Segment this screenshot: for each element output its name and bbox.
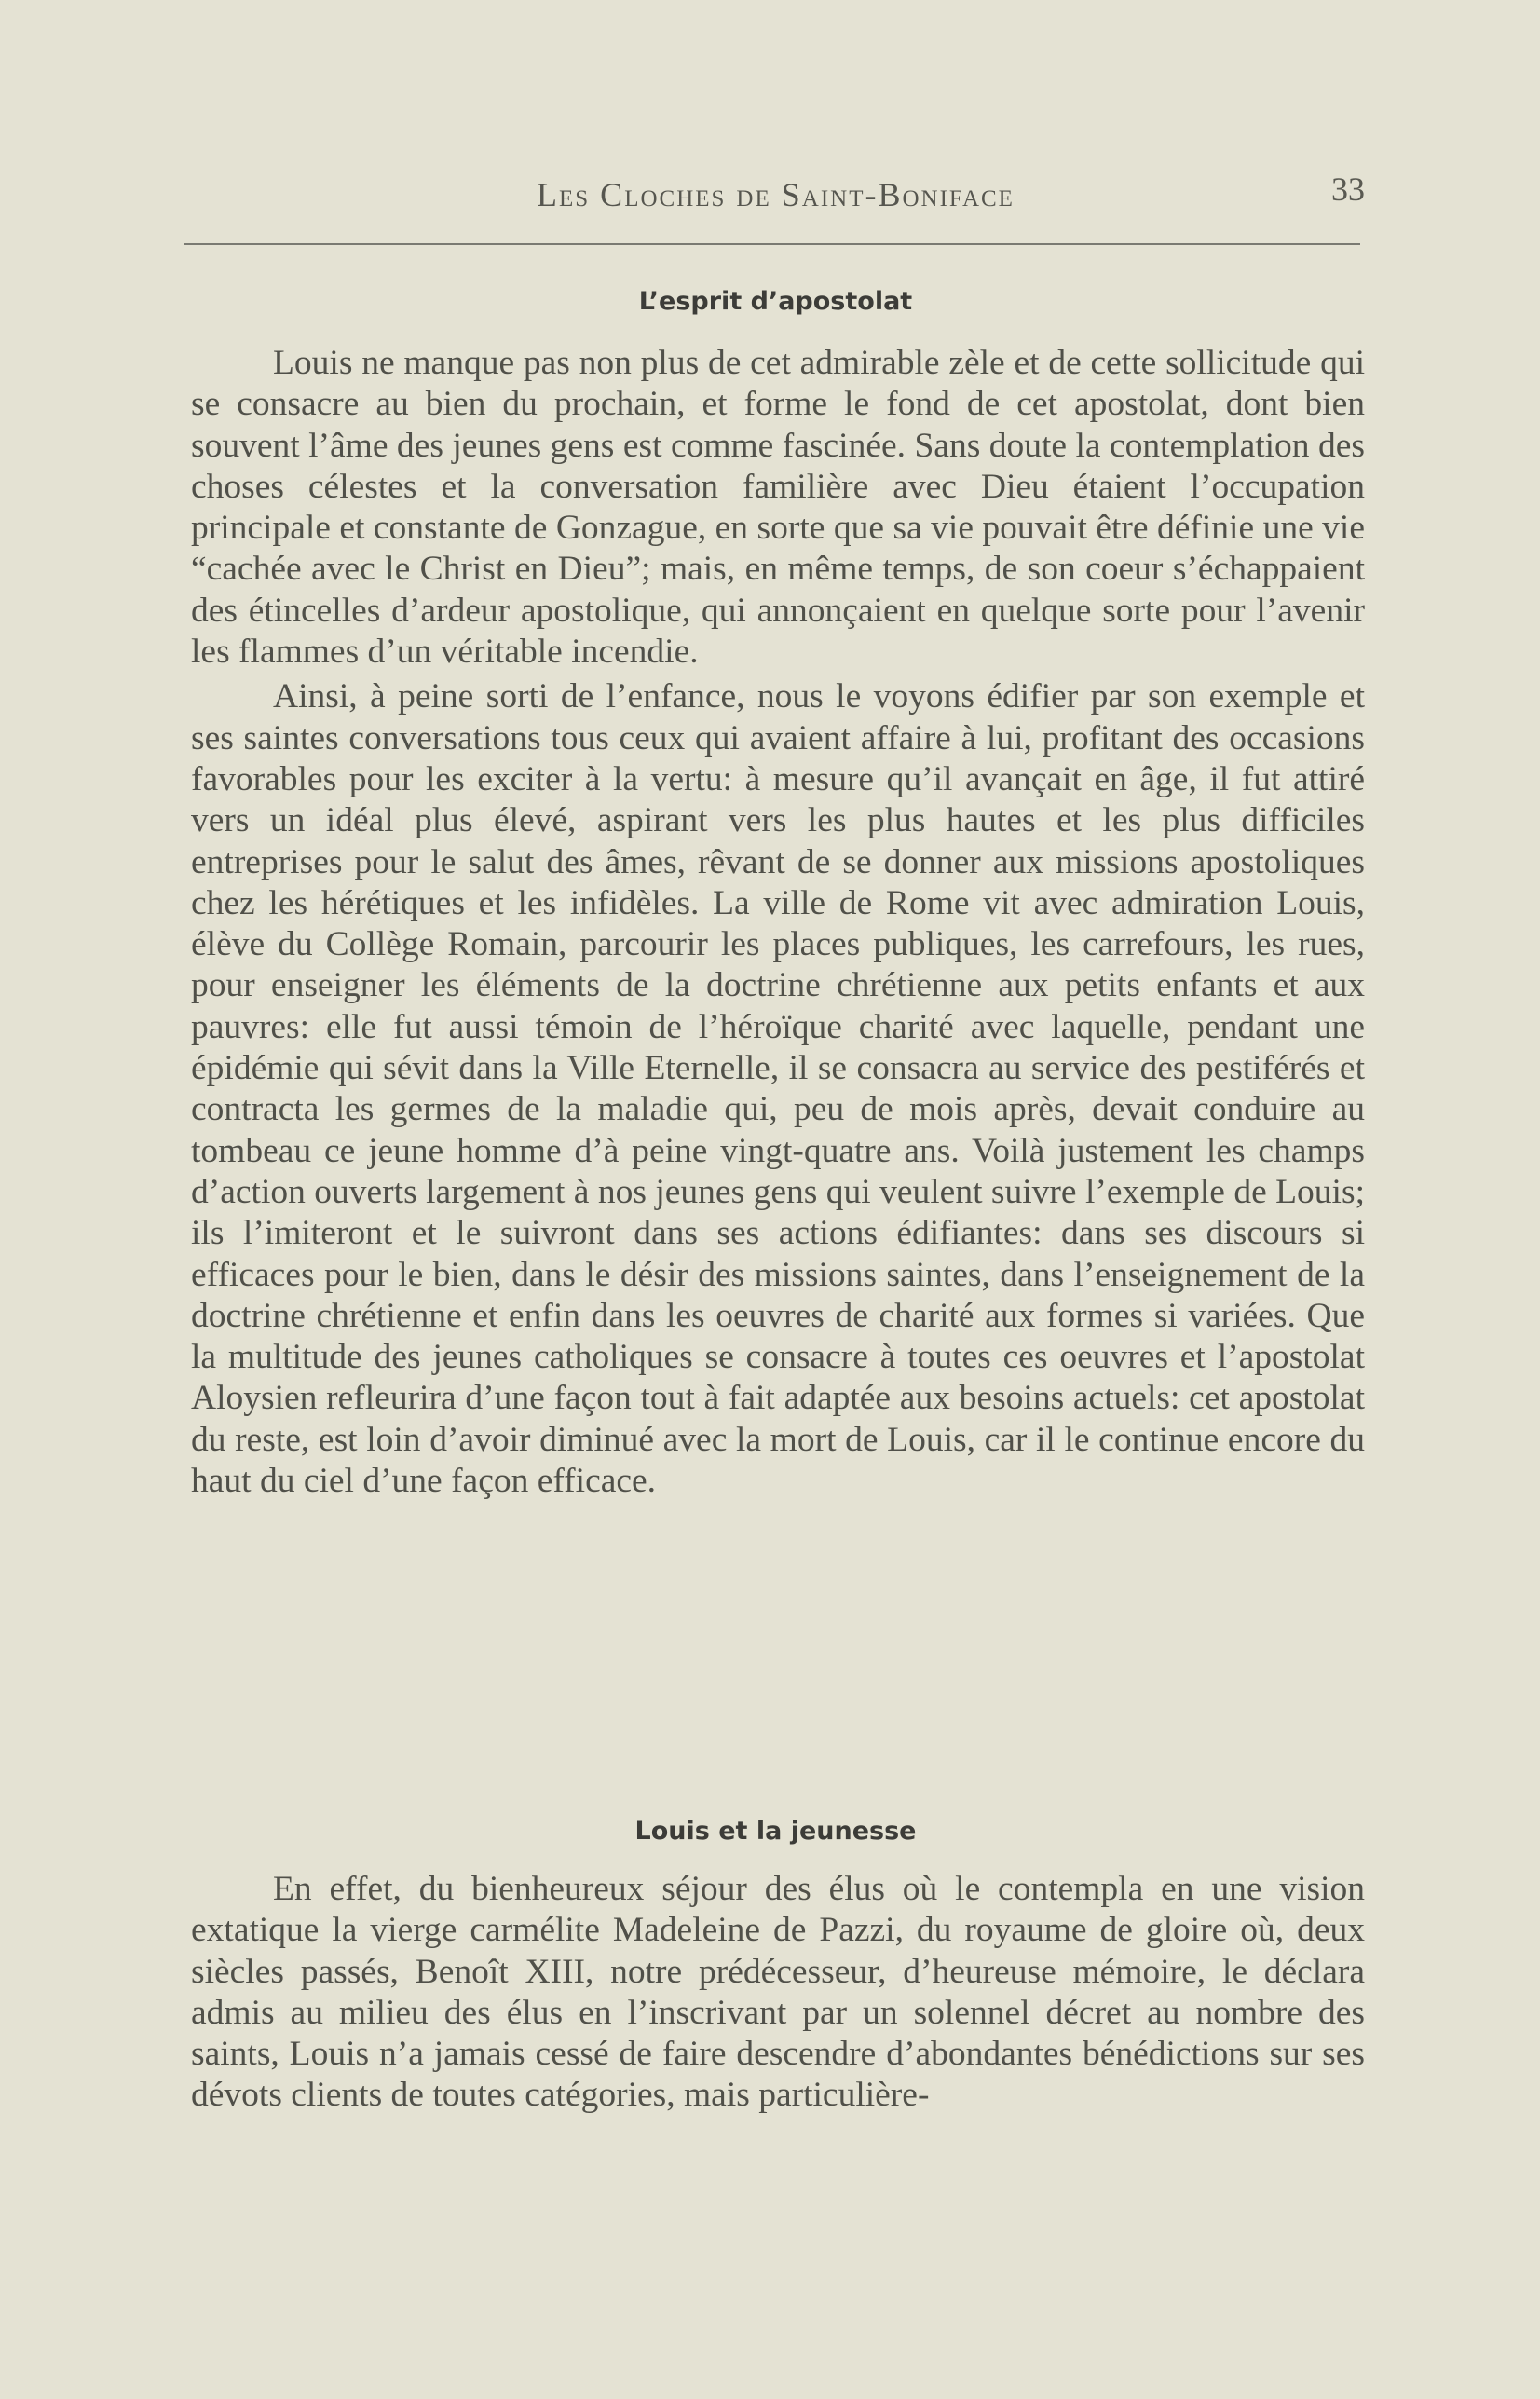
section-heading-apostolat: L’esprit d’apostolat (638, 287, 913, 316)
section-body-jeunesse (191, 1869, 1365, 2117)
page-header (186, 168, 1365, 224)
section-body-apostolat (191, 343, 1365, 1502)
header-rule (184, 243, 1360, 245)
page-number: 33 (1331, 170, 1365, 208)
section-heading-jeunesse: Louis et la jeunesse (634, 1817, 917, 1846)
paragraph: Louis ne manque pas non plus de cet admirable zèle et de cette sollicitude qui se consacre au bien du prochain, et forme le fond de cet apostolat, dont bien souvent l’âme des jeunes gens est comme fascinée. Sans doute la contemplation des choses célestes et la conversation familière avec Dieu étaient l’occupation principale et constante de Gonzague, en sorte que sa vie pouvait être définie une vie “cachée avec le Christ en Dieu”; mais, en même temps, de son coeur s’échappaient des étincelles d’ardeur apostolique, qui annonçaient en quelque sorte pour l’avenir les flammes d’un véritable incendie. (191, 344, 1365, 672)
paragraph: Ainsi, à peine sorti de l’enfance, nous le voyons édifier par son exemple et ses saintes conversations tous ceux qui avaient affaire à lui, profitant des occasions favorables pour les exciter à la vertu: à mesure qu’il avançait en âge, il fut attiré vers un idéal plus élevé, aspirant vers les plus hautes et les plus difficiles entreprises pour le salut des âmes, rêvant de se donner aux missions apostoliques chez les hérétiques et les infidèles. La ville de Rome vit avec admiration Louis, élève du Collège Romain, parcourir les places publiques, les carrefours, les rues, pour enseigner les éléments de la doctrine chrétienne aux petits enfants et aux pauvres: elle fut aussi témoin de l’héroïque charité avec laquelle, pendant une épidémie qui sévit dans la Ville Eternelle, il se consacra au service des pestiférés et contracta les germes de la maladie qui, peu de mois après, devait conduire au tombeau ce jeune homme d’à peine vingt-quatre ans. Voilà justement les champs d’action ouverts largement à nos jeunes gens qui veulent suivre l’exemple de Louis; ils l’imiteront et le suivront dans ses actions édifiantes: dans ses discours si efficaces pour le bien, dans le désir des missions saintes, dans l’enseignement de la doctrine chrétienne et enfin dans les oeuvres de charité aux formes si variées. Que la multitude des jeunes catholiques se consacre à toutes ces oeuvres et l’apostolat Aloysien refleurira d’une façon tout à fait adaptée aux besoins actuels: cet apostolat du reste, est loin d’avoir diminué avec la mort de Louis, car il le continue encore du haut du ciel d’une façon efficace. (191, 677, 1365, 1501)
paragraph: En effet, du bienheureux séjour des élus où le contempla en une vision extatique la vierge carmélite Madeleine de Pazzi, du royaume de gloire où, deux siècles passés, Benoît XIII, notre prédécesseur, d’heureuse mémoire, le déclara admis au milieu des élus en l’inscrivant par un solennel décret au nombre des saints, Louis n’a jamais cessé de faire descendre d’abondantes bénédictions sur ses dévots clients de toutes catégories, mais particulière- (191, 1870, 1365, 2115)
running-title: Les Cloches de Saint-Boniface (537, 176, 1015, 213)
